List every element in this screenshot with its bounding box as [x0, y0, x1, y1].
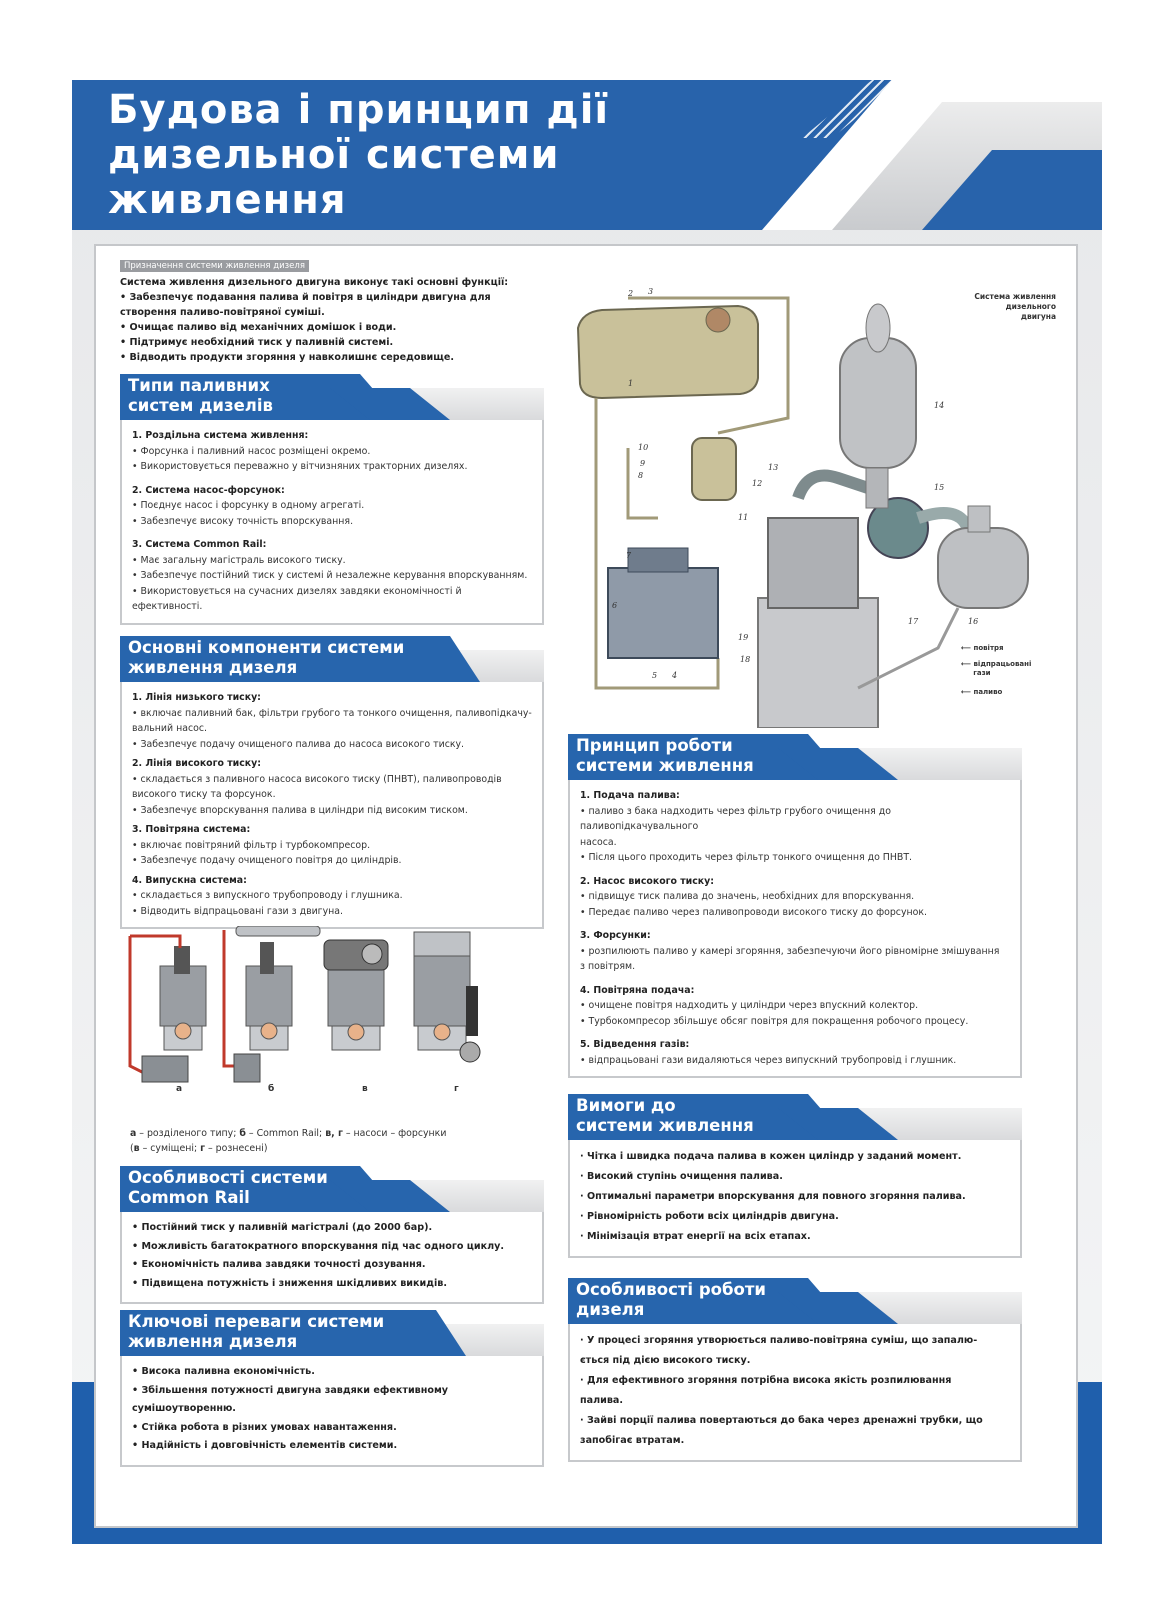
diagram-caption: Система живлення дизельного двигуна	[974, 292, 1056, 321]
section-header	[568, 734, 1022, 780]
section-header	[120, 374, 544, 420]
section-body: 1. Лінія низького тиску: • включає паливний бак, фільтри грубого та тонкого очищення, паливопідкачу- вальний насос. • Забезпечує подачу очищеного палива до насоса високого тиску. 2. Лінія високого тиску: • складається з паливного насоса високого тиску (ПНВТ), паливопроводів високого тиску та форсунок. • Забезпечує впорскування палива в циліндри під високим тиском. 3. Повітряна система: • включає повітряний фільтр і турбокомпресор. • Забезпечує подачу очищеного повітря до циліндрів. 4. Випускна система: • складається з випускного трубопроводу і глушника. • Відводить відпрацьовані гази з двигуна.	[120, 682, 544, 929]
section-body: 1. Роздільна система живлення: • Форсунка і паливний насос розміщені окремо. • Використовується переважно у вітчизняних тракторних дизелях. 2. Система насос-форсунок: • Поєднує насос і форсунку в одному агрегаті. • Забезпечує високу точність впорскування. 3. Система Common Rail: • Має загальну магістраль високого тиску. • Забезпечує постійний тиск у системі й незалежне керування впорскуванням. • Використовується на сучасних дизелях завдяки економічності й ефективності.	[120, 420, 544, 625]
section-header	[120, 1310, 544, 1356]
legend-fuel: ⟵ паливо	[961, 688, 1003, 696]
section-body: · У процесі згоряння утворюється паливо-повітряна суміш, що запалю- ється під дією високого тиску. · Для ефективного згоряння потрібна висока якість розпилювання палива. · Зайві порції палива повертаються до бака через дренажні трубки, що запобігає втратам.	[568, 1324, 1022, 1462]
section-body: • Висока паливна економічність. • Збільшення потужності двигуна завдяки ефективному сумішоутворенню. • Стійка робота в різних умовах навантаження. • Надійність і довговічність елементів системи.	[120, 1356, 544, 1467]
callout-number: 5	[652, 671, 658, 680]
section-title: Основні компоненти системи живлення дизеля	[128, 638, 405, 677]
section-header	[120, 1166, 544, 1212]
section-header	[568, 1094, 1022, 1140]
callout-number: 13	[768, 463, 779, 472]
callout-number: 2	[628, 289, 634, 298]
legend-air: ⟵ повітря	[961, 644, 1004, 652]
fuel-system-diagram	[568, 268, 1068, 728]
section-operation-features	[568, 1278, 1022, 1462]
engine-g-illustration	[414, 932, 480, 1062]
section-key-advantages	[120, 1310, 544, 1467]
poster-header	[72, 80, 1102, 230]
section-title: Вимоги до системи живлення	[576, 1096, 754, 1135]
callout-number: 16	[968, 617, 979, 626]
legend-exhaust: ⟵ відпрацьовані гази	[961, 660, 1032, 677]
callout-number: 11	[738, 513, 749, 522]
callout-number: 9	[640, 459, 646, 468]
fuel-tank	[578, 306, 758, 398]
engine-block	[758, 598, 878, 728]
section-header	[568, 1278, 1022, 1324]
section-title: Типи паливних систем дизелів	[128, 376, 273, 415]
section-title: Особливості системи Common Rail	[128, 1168, 328, 1207]
callout-number: 6	[612, 601, 618, 610]
section-body: • Постійний тиск у паливній магістралі (до 2000 бар). • Можливість багатократного впорскування під час одного циклу. • Економічність палива завдяки точності дозування. • Підвищена потужність і зниження шкідливих викидів.	[120, 1212, 544, 1304]
callout-number: 18	[740, 655, 751, 664]
section-common-rail	[120, 1166, 544, 1304]
injection-types-drawing	[120, 926, 550, 1086]
fuel-system-drawing	[568, 268, 1068, 728]
intro-block	[120, 258, 550, 365]
engine-label: г	[454, 1084, 459, 1094]
intro-lead: Система живлення дизельного двигуна виконує такі основні функції:	[120, 277, 509, 288]
engine-label: б	[268, 1084, 275, 1094]
callout-number: 17	[908, 617, 919, 626]
section-title: Особливості роботи дизеля	[576, 1280, 766, 1319]
muffler	[938, 528, 1028, 608]
section-main-components	[120, 636, 544, 929]
section-body: · Чітка і швидка подача палива в кожен циліндр у заданий момент. · Високий ступінь очищення палива. · Оптимальні параметри впорскування для повного згоряння палива. · Рівномірність роботи всіх циліндрів двигуна. · Мінімізація втрат енергії на всіх етапах.	[568, 1140, 1022, 1258]
section-title: Ключові переваги системи живлення дизеля	[128, 1312, 385, 1351]
callout-number: 15	[934, 483, 945, 492]
callout-number: 1	[628, 379, 634, 388]
content-panel	[94, 244, 1078, 1528]
engine-v-illustration	[324, 940, 388, 1050]
engine-b-illustration	[224, 926, 320, 1082]
page-title: Будова і принцип дії дизельної системи живлення	[108, 87, 610, 223]
callout-number: 19	[738, 633, 749, 642]
injection-types-illustration	[120, 926, 550, 1116]
intro-item: • Підтримує необхідний тиск у паливній системі.	[120, 337, 394, 348]
intro-item: • Відводить продукти згоряння у навколишнє середовище.	[120, 352, 455, 363]
section-body: 1. Подача палива: • паливо з бака надходить через фільтр грубого очищення до паливопідкачувального насоса. • Після цього проходить через фільтр тонкого очищення до ПНВТ. 2. Насос високого тиску: • підвищує тиск палива до значень, необхідних для впорскування. • Передає паливо через паливопроводи високого тиску до форсунок. 3. Форсунки: • розпилюють паливо у камері згоряння, забезпечуючи його рівномірне змішування з повітрям. 4. Повітряна подача: • очищене повітря надходить у циліндри через впускний колектор. • Турбокомпресор збільшує обсяг повітря для покращення робочого процесу. 5. Відведення газів: • відпрацьовані гази видаляються через випускний трубопровід і глушник.	[568, 780, 1022, 1078]
poster	[72, 80, 1102, 1544]
fuel-filter	[692, 438, 736, 500]
callout-number: 12	[752, 479, 763, 488]
section-requirements	[568, 1094, 1022, 1258]
callout-number: 4	[672, 671, 678, 680]
engine-a-illustration	[130, 936, 206, 1082]
callout-number: 3	[648, 287, 654, 296]
injection-pump	[608, 568, 718, 658]
callout-number: 10	[638, 443, 649, 452]
section-header	[120, 636, 544, 682]
section-title: Принцип роботи системи живлення	[576, 736, 754, 775]
callout-number: 14	[934, 401, 945, 410]
section-fuel-system-types	[120, 374, 544, 625]
intro-tag: Призначення системи живлення дизеля	[120, 260, 309, 272]
callout-number: 8	[638, 471, 644, 480]
intro-item: • Очищає паливо від механічних домішок і води.	[120, 322, 397, 333]
intro-item: • Забезпечує подавання палива й повітря в циліндри двигуна для створення паливо-повітряної суміші.	[120, 292, 491, 318]
engine-label: в	[362, 1084, 368, 1094]
injection-types-caption: а – розділеного типу; б – Common Rail; в, г – насоси – форсунки (в – суміщені; г – рознесені)	[130, 1128, 447, 1154]
section-operating-principle	[568, 734, 1022, 1078]
callout-number: 7	[626, 551, 632, 560]
air-filter	[840, 338, 916, 468]
engine-label: а	[176, 1084, 183, 1094]
